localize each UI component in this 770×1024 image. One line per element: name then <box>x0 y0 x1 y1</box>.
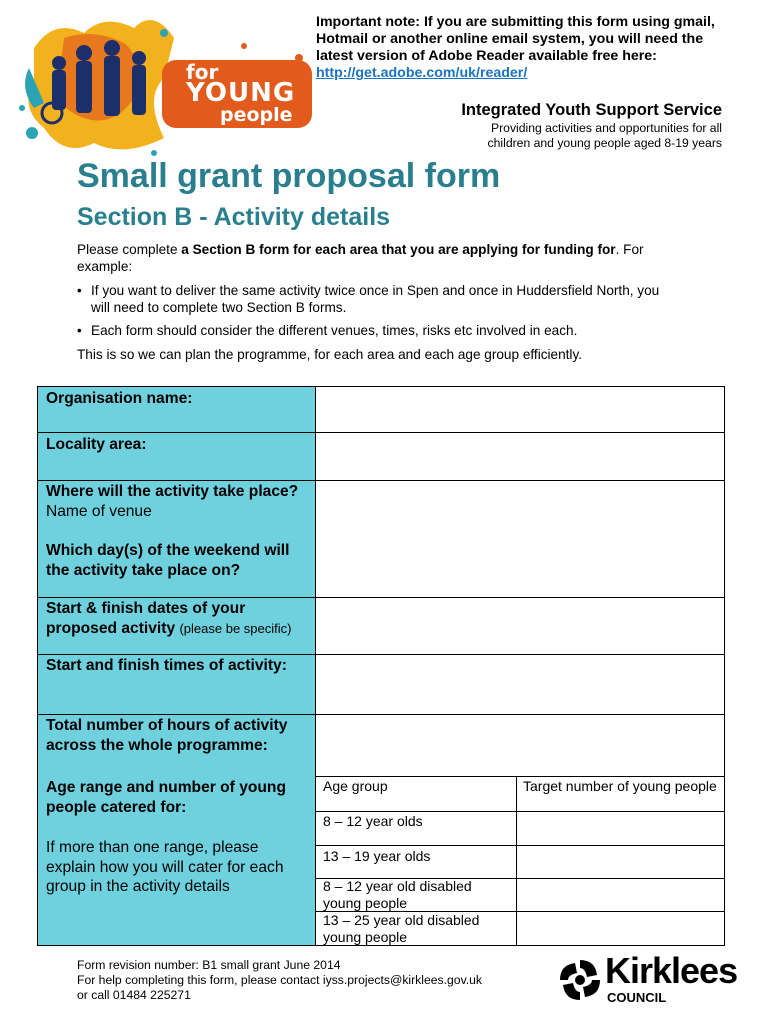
list-item <box>77 283 677 316</box>
service-tagline-line-2: children and young people aged 8-19 years <box>487 135 722 150</box>
footer <box>77 958 482 1003</box>
intro-paragraph <box>77 242 677 275</box>
target-input-1[interactable] <box>517 812 724 845</box>
hours-input[interactable] <box>317 715 724 776</box>
age-range-note: If more than one range, please explain how you will cater for each group in the activity details <box>46 839 284 895</box>
locality-input[interactable] <box>317 433 724 480</box>
bullet-icon: • <box>77 323 82 338</box>
service-tagline-line-1: Providing activities and opportunities for all <box>490 121 722 135</box>
age-group-row-1: 8 – 12 year olds <box>323 813 423 829</box>
bullet-text: Each form should consider the different venues, times, risks etc involved in each. <box>91 323 578 338</box>
revision-text: Form revision number: B1 small grant June 2014 <box>77 958 341 972</box>
logo-wordmark <box>162 60 312 128</box>
intro-part-2: . For example: <box>77 242 644 274</box>
age-range-label: Age range and number of young people catered for: <box>46 779 286 816</box>
dates-label: Start & finish dates of your proposed activity (please be specific) <box>46 600 292 637</box>
section-title: Section B - Activity details <box>77 203 391 231</box>
intro-part-1: Please complete <box>77 242 182 257</box>
bullet-icon: • <box>77 283 82 298</box>
age-group-header: Age group <box>323 778 388 794</box>
bullet-text: If you want to deliver the same activity twice once in Spen and once in Huddersfield North, you will need to complete two Section B forms. <box>91 283 660 315</box>
service-name: Integrated Youth Support Service <box>461 101 722 119</box>
age-group-row-2: 13 – 19 year olds <box>323 848 431 864</box>
days-label: Which day(s) of the weekend will the activity take place on? <box>46 542 290 579</box>
row-divider <box>316 776 724 777</box>
age-group-row-4: 13 – 25 year old disabled young people <box>323 912 480 945</box>
venue-label: Where will the activity take place? Name of venue <box>46 483 299 520</box>
council-wordmark: COUNCIL <box>607 990 667 1005</box>
kirklees-council-logo <box>555 950 755 1010</box>
bullet-list <box>77 283 677 347</box>
help-text: For help completing this form, please contact iyss.projects@kirklees.gov.uk <box>77 973 483 987</box>
kirklees-wordmark: Kirklees <box>605 950 738 991</box>
closing-text: This is so we can plan the programme, for each area and each age group efficiently. <box>77 347 583 362</box>
list-item <box>77 323 677 340</box>
logo-line-young: YOUNG <box>186 78 296 108</box>
dates-input[interactable] <box>317 598 724 654</box>
for-young-people-logo <box>14 8 314 168</box>
target-input-4[interactable] <box>517 912 724 945</box>
logo-line-people: people <box>220 104 293 126</box>
locality-label: Locality area: <box>46 436 147 453</box>
call-text: or call 01484 225271 <box>77 988 191 1002</box>
kirklees-swirl-icon <box>555 955 605 1005</box>
activity-form-table <box>37 386 725 946</box>
times-label: Start and finish times of activity: <box>46 657 287 674</box>
org-name-label: Organisation name: <box>46 390 193 407</box>
adobe-reader-link[interactable]: http://get.adobe.com/uk/reader/ <box>316 65 528 81</box>
note-text: Important note: If you are submitting this form using gmail, Hotmail or another online email system, you will need the latest version of Adobe Reader available free here: <box>316 14 715 64</box>
age-group-row-3: 8 – 12 year old disabled young people <box>323 878 472 911</box>
important-note <box>316 14 736 82</box>
target-input-3[interactable] <box>517 879 724 911</box>
hours-label: Total number of hours of activity across the whole programme: <box>46 717 288 754</box>
service-tagline <box>402 121 722 150</box>
logo-line-for: for <box>186 60 219 84</box>
venue-days-input[interactable] <box>317 481 724 597</box>
times-input[interactable] <box>317 655 724 714</box>
org-name-input[interactable] <box>317 387 724 432</box>
page-title: Small grant proposal form <box>77 157 501 195</box>
intro-bold: a Section B form for each area that you are applying for funding for <box>181 242 616 257</box>
target-number-header: Target number of young people <box>523 778 717 794</box>
target-input-2[interactable] <box>517 846 724 878</box>
